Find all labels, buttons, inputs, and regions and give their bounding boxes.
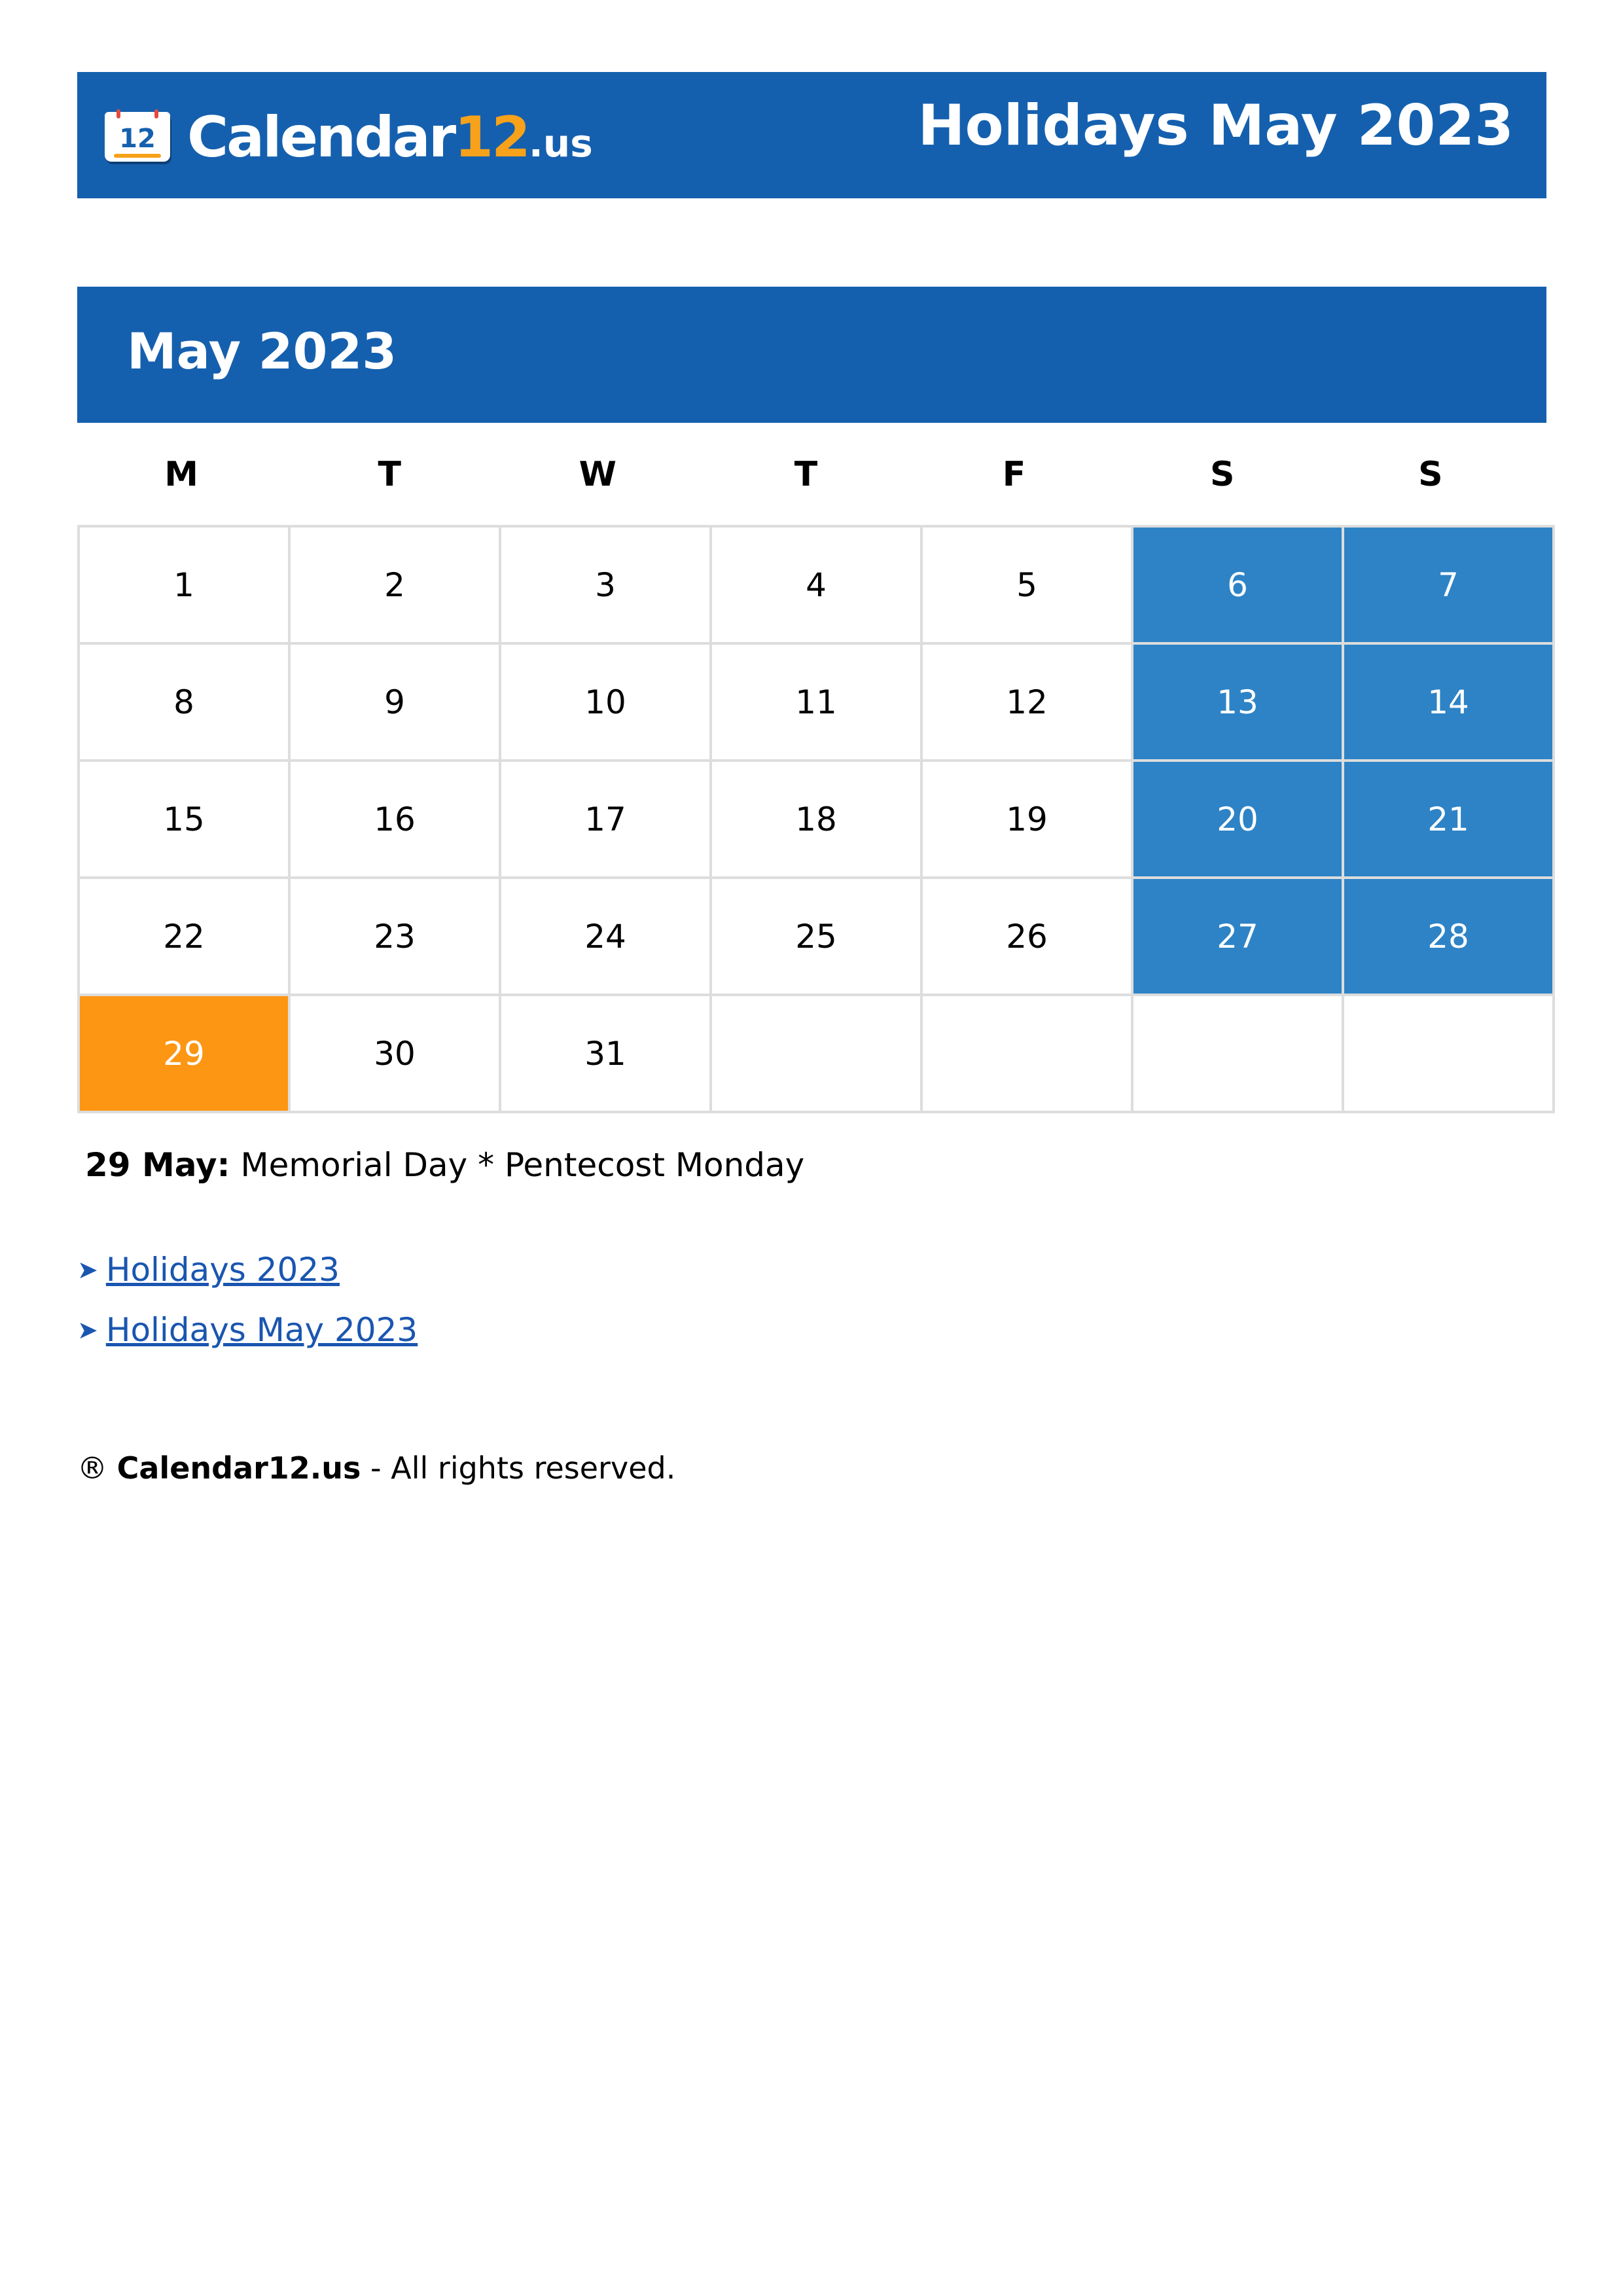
holiday-note <box>85 1139 804 1191</box>
empty-day-cell <box>711 995 921 1112</box>
weekday-saturday: S <box>1209 455 1235 494</box>
calendar-week-row <box>79 643 1554 761</box>
registered-symbol: ® <box>77 1450 107 1486</box>
weekend-day-cell: 27 <box>1132 878 1343 995</box>
logo-tld: .us <box>528 121 593 166</box>
holidays-may-2023-link[interactable]: Holidays May 2023 <box>105 1311 418 1349</box>
day-cell: 30 <box>289 995 500 1112</box>
day-cell: 31 <box>500 995 711 1112</box>
day-cell: 19 <box>921 761 1132 878</box>
holiday-day-cell: 29 <box>79 995 289 1112</box>
day-cell: 5 <box>921 526 1132 643</box>
page-title: Holidays May 2023 <box>918 93 1514 158</box>
empty-day-cell <box>921 995 1132 1112</box>
empty-day-cell <box>1132 995 1343 1112</box>
weekend-day-cell: 7 <box>1343 526 1554 643</box>
weekday-monday: M <box>164 455 198 494</box>
weekend-day-cell: 13 <box>1132 643 1343 761</box>
day-cell: 16 <box>289 761 500 878</box>
day-cell: 25 <box>711 878 921 995</box>
day-cell: 2 <box>289 526 500 643</box>
day-cell: 1 <box>79 526 289 643</box>
weekend-day-cell: 20 <box>1132 761 1343 878</box>
footer <box>77 1445 675 1491</box>
calendar-grid <box>77 525 1555 1113</box>
logo-number: 12 <box>454 105 529 170</box>
day-cell: 3 <box>500 526 711 643</box>
weekend-day-cell: 28 <box>1343 878 1554 995</box>
calendar-week-row <box>79 878 1554 995</box>
day-cell: 24 <box>500 878 711 995</box>
footer-text: - All rights reserved. <box>361 1450 676 1486</box>
link-item <box>77 1240 418 1300</box>
day-cell: 17 <box>500 761 711 878</box>
holidays-2023-link[interactable]: Holidays 2023 <box>105 1251 340 1289</box>
arrow-icon: ➤ <box>77 1255 98 1284</box>
day-cell: 11 <box>711 643 921 761</box>
day-cell: 23 <box>289 878 500 995</box>
weekday-header-row <box>77 445 1535 504</box>
weekend-day-cell: 14 <box>1343 643 1554 761</box>
site-logo[interactable] <box>105 105 593 170</box>
day-cell: 9 <box>289 643 500 761</box>
month-header <box>77 287 1546 423</box>
month-title: May 2023 <box>127 322 397 380</box>
day-cell: 10 <box>500 643 711 761</box>
arrow-icon: ➤ <box>77 1316 98 1344</box>
calendar-icon <box>105 109 173 166</box>
weekday-friday: F <box>1002 455 1026 494</box>
holiday-note-date: 29 May: <box>85 1146 230 1184</box>
weekend-day-cell: 21 <box>1343 761 1554 878</box>
empty-day-cell <box>1343 995 1554 1112</box>
calendar-week-row <box>79 526 1554 643</box>
page-header <box>77 72 1546 198</box>
logo-name: Calendar <box>187 105 455 170</box>
weekday-thursday: T <box>794 455 818 494</box>
day-cell: 26 <box>921 878 1132 995</box>
weekday-sunday: S <box>1418 455 1443 494</box>
day-cell: 22 <box>79 878 289 995</box>
footer-brand: Calendar12.us <box>116 1450 361 1486</box>
logo-wordmark <box>187 105 593 170</box>
day-cell: 15 <box>79 761 289 878</box>
weekend-day-cell: 6 <box>1132 526 1343 643</box>
weekday-tuesday: T <box>378 455 401 494</box>
day-cell: 18 <box>711 761 921 878</box>
day-cell: 12 <box>921 643 1132 761</box>
calendar-week-row <box>79 761 1554 878</box>
link-item <box>77 1300 418 1360</box>
weekday-wednesday: W <box>579 455 616 494</box>
holiday-note-text: Memorial Day * Pentecost Monday <box>230 1146 805 1184</box>
calendar-week-row <box>79 995 1554 1112</box>
related-links <box>77 1240 418 1360</box>
svg-text:12: 12 <box>119 124 156 154</box>
day-cell: 8 <box>79 643 289 761</box>
day-cell: 4 <box>711 526 921 643</box>
